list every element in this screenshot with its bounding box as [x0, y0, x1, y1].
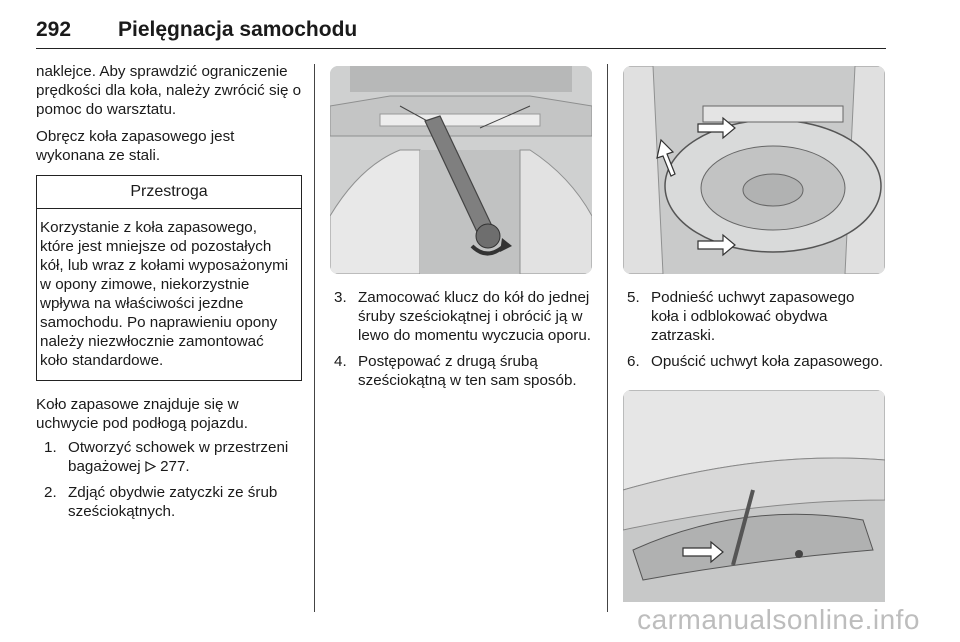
steps-list-left	[36, 438, 302, 521]
watermark: carmanualsonline.info	[637, 604, 920, 635]
step-text: Zamocować klucz do kół do jednej śruby sześciokątnej i obrócić ją w lewo do momentu wyczucia oporu.	[358, 289, 591, 344]
step-text: Postępować z drugą śrubą sześciokątną w ten sam sposób.	[358, 353, 577, 389]
steps-list-middle	[334, 288, 594, 390]
step-number: 2.	[44, 484, 57, 501]
step-number: 5.	[627, 289, 640, 306]
step-number: 1.	[44, 439, 57, 456]
chapter-title: Pielęgnacja samochodu	[118, 18, 358, 41]
column-divider	[607, 64, 608, 612]
warning-box	[36, 175, 302, 381]
step-number: 4.	[334, 353, 347, 370]
warning-text: Korzystanie z koła zapasowego, które jest mniejsze od pozostałych kół, lub wraz z kołami wyposażonymi w opony zimowe, niekorzystnie wpływa na właściwości jezdne samochodu. Po naprawieniu opony należy niezwłocznie zamontować koło standardowe.	[40, 219, 289, 369]
list-item	[627, 352, 885, 371]
page-ref-arrow-icon	[145, 461, 156, 472]
list-item	[44, 438, 302, 476]
column-right	[627, 288, 885, 378]
step-number: 3.	[334, 289, 347, 306]
step-text: Otworzyć schowek w przestrzeni bagażowej	[68, 439, 289, 475]
paragraph-speed-limit: naklejce. Aby sprawdzić ograniczenie prędkości dla koła, należy zwrócić się o pomoc do warsztatu.	[36, 63, 302, 118]
page-number: 292	[36, 18, 72, 41]
illustration-spare-wheel-carrier-drawing	[623, 66, 885, 274]
list-item	[334, 288, 594, 345]
step-text: Podnieść uchwyt zapasowego koła i odblokować obydwa zatrzaski.	[651, 289, 855, 344]
warning-title: Przestroga	[37, 176, 301, 209]
illustration-lower-carrier-drawing	[623, 390, 885, 602]
step-text: Opuścić uchwyt koła zapasowego.	[651, 353, 884, 370]
list-item	[334, 352, 594, 390]
list-item	[627, 288, 885, 345]
illustration-lower-carrier	[623, 390, 885, 602]
page-reference-link[interactable]: 277.	[160, 458, 190, 475]
illustration-spare-wheel-carrier	[623, 66, 885, 274]
step-number: 6.	[627, 353, 640, 370]
illustration-wrench-bolt-drawing	[330, 66, 592, 274]
page-header	[36, 14, 886, 49]
list-item	[44, 483, 302, 521]
column-middle	[334, 288, 594, 397]
paragraph-steel-rim: Obręcz koła zapasowego jest wykonana ze stali.	[36, 128, 235, 164]
column-divider	[314, 64, 315, 612]
paragraph-spare-location: Koło zapasowe znajduje się w uchwycie pod podłogą pojazdu.	[36, 396, 248, 432]
steps-list-right	[627, 288, 885, 371]
step-text: Zdjąć obydwie zatyczki ze śrub sześciokątnych.	[68, 484, 278, 520]
column-left	[36, 62, 302, 528]
illustration-wrench-bolt	[330, 66, 592, 274]
